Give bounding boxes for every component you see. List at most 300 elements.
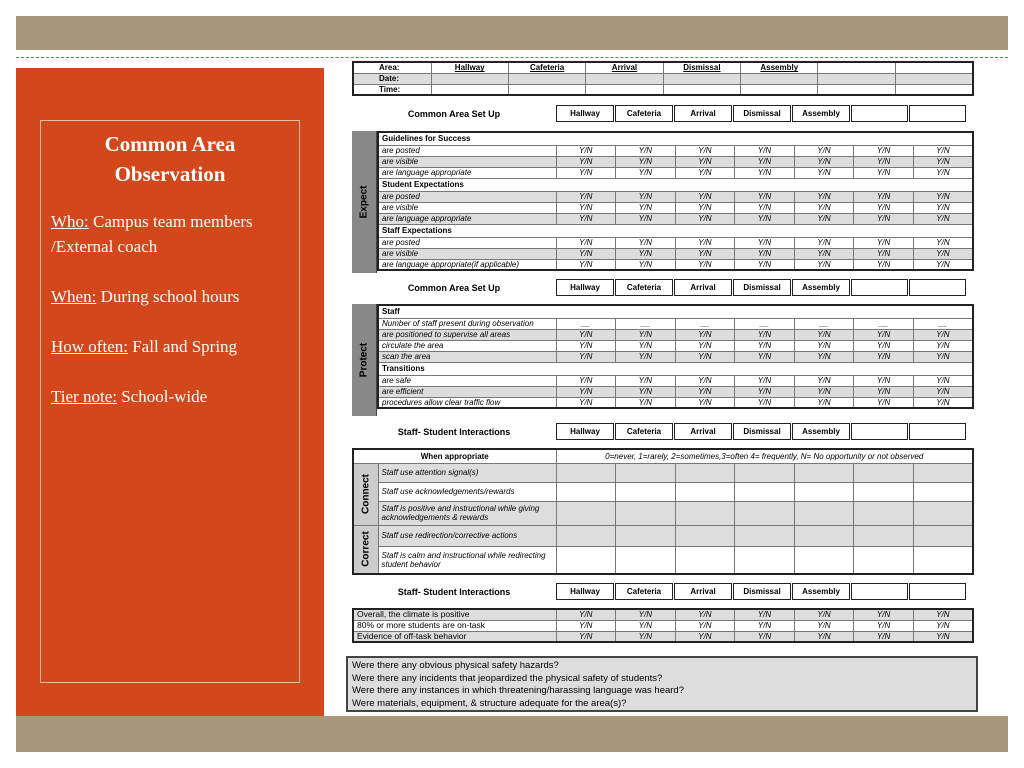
interaction-row — [353, 463, 973, 482]
section-heading: Student Expectations — [378, 178, 973, 191]
climate-row — [353, 620, 973, 631]
yn-cell: Y/N — [556, 397, 616, 408]
header-col: Dismissal — [733, 279, 791, 296]
header-col: Cafeteria — [615, 423, 673, 440]
section-heading: Transitions — [378, 362, 973, 375]
yn-cell: __ — [556, 318, 616, 329]
yn-cell: Y/N — [794, 213, 854, 224]
yn-cell: Y/N — [854, 620, 914, 631]
header-col — [851, 279, 908, 296]
top-cell — [818, 62, 895, 73]
top-cell: Assembly — [741, 62, 818, 73]
expect-table — [377, 131, 974, 271]
header-title: Common Area Set Up — [407, 282, 501, 293]
yn-cell: Y/N — [854, 156, 914, 167]
yn-cell: Y/N — [556, 191, 616, 202]
safety-questions — [346, 656, 978, 712]
yn-cell: Y/N — [735, 620, 795, 631]
interactions-header-2 — [352, 583, 967, 600]
rating-cell — [556, 482, 616, 501]
yn-cell: Y/N — [913, 191, 973, 202]
rating-cell — [735, 463, 795, 482]
section-heading-row — [378, 224, 973, 237]
yn-cell: Y/N — [794, 631, 854, 642]
tier-label: Tier note: — [51, 387, 117, 406]
yn-cell: Y/N — [556, 386, 616, 397]
section-heading-row — [378, 362, 973, 375]
yn-cell: Y/N — [913, 145, 973, 156]
item-label: procedures allow clear traffic flow — [378, 397, 556, 408]
yn-cell: Y/N — [913, 386, 973, 397]
top-row — [353, 84, 973, 95]
yn-cell: Y/N — [675, 340, 735, 351]
yn-cell: Y/N — [794, 191, 854, 202]
yn-cell: Y/N — [616, 386, 676, 397]
top-row-label: Date: — [353, 73, 431, 84]
rating-cell — [675, 463, 735, 482]
yn-cell: Y/N — [854, 167, 914, 178]
yn-cell: __ — [913, 318, 973, 329]
expect-label: Expect — [358, 185, 370, 219]
header-col: Assembly — [792, 105, 850, 122]
header-col — [851, 583, 908, 600]
interaction-row — [353, 546, 973, 574]
yn-cell: Y/N — [556, 340, 616, 351]
top-cell — [663, 84, 740, 95]
yn-cell: Y/N — [735, 202, 795, 213]
yn-cell: Y/N — [854, 329, 914, 340]
yn-cell: Y/N — [616, 259, 676, 270]
header-col — [851, 423, 908, 440]
header-col: Hallway — [556, 279, 614, 296]
yn-cell: Y/N — [675, 237, 735, 248]
item-row — [378, 340, 973, 351]
yn-cell: Y/N — [854, 202, 914, 213]
yn-cell: Y/N — [616, 202, 676, 213]
yn-cell: Y/N — [913, 259, 973, 270]
top-cell — [586, 73, 663, 84]
top-row — [353, 73, 973, 84]
yn-cell: Y/N — [556, 248, 616, 259]
yn-cell: Y/N — [854, 397, 914, 408]
section-heading-row — [378, 305, 973, 318]
item-label: scan the area — [378, 351, 556, 362]
interaction-label: Staff is positive and instructional while giving acknowledgements & rewards — [378, 501, 556, 525]
yn-cell: Y/N — [854, 259, 914, 270]
yn-cell: __ — [854, 318, 914, 329]
yn-cell: Y/N — [794, 375, 854, 386]
rating-cell — [913, 482, 973, 501]
yn-cell: Y/N — [735, 386, 795, 397]
climate-row — [353, 609, 973, 620]
yn-cell: Y/N — [913, 397, 973, 408]
yn-cell: Y/N — [913, 620, 973, 631]
item-row — [378, 237, 973, 248]
header-col: Dismissal — [733, 105, 791, 122]
header-col — [851, 105, 908, 122]
top-band — [16, 16, 1008, 50]
rating-scale: 0=never, 1=rarely, 2=sometimes,3=often 4= frequently, N= No opportunity or not observed — [556, 449, 973, 463]
when-appropriate: When appropriate — [353, 449, 556, 463]
yn-cell: Y/N — [794, 167, 854, 178]
interaction-row — [353, 525, 973, 546]
protect-band — [352, 304, 377, 416]
top-cell — [895, 84, 972, 95]
yn-cell: __ — [735, 318, 795, 329]
yn-cell: Y/N — [854, 248, 914, 259]
safety-question: Were there any instances in which threatening/harassing language was heard? — [352, 685, 685, 696]
rating-cell — [556, 546, 616, 574]
top-cell — [818, 84, 895, 95]
yn-cell: Y/N — [794, 202, 854, 213]
interactions-table — [352, 448, 974, 575]
top-cell — [431, 73, 508, 84]
rating-cell — [794, 501, 854, 525]
yn-cell: Y/N — [616, 329, 676, 340]
interaction-row — [353, 482, 973, 501]
interaction-row — [353, 501, 973, 525]
often-line — [51, 334, 289, 359]
yn-cell: __ — [675, 318, 735, 329]
yn-cell: Y/N — [735, 397, 795, 408]
who-line — [51, 209, 289, 259]
yn-cell: Y/N — [854, 213, 914, 224]
climate-label: 80% or more students are on-task — [353, 620, 556, 631]
yn-cell: Y/N — [913, 248, 973, 259]
header-col: Cafeteria — [615, 279, 673, 296]
yn-cell: Y/N — [854, 237, 914, 248]
header-col: Dismissal — [733, 583, 791, 600]
climate-label: Evidence of off-task behavior — [353, 631, 556, 642]
item-label: are language appropriate(if applicable) — [378, 259, 556, 270]
when-value: During school hours — [96, 287, 240, 306]
yn-cell: Y/N — [675, 386, 735, 397]
protect-table — [377, 304, 974, 409]
item-label: are posted — [378, 191, 556, 202]
yn-cell: Y/N — [735, 248, 795, 259]
yn-cell: Y/N — [616, 237, 676, 248]
yn-cell: Y/N — [616, 145, 676, 156]
rating-cell — [854, 546, 914, 574]
header-col: Assembly — [792, 279, 850, 296]
item-label: are language appropriate — [378, 213, 556, 224]
rating-cell — [913, 525, 973, 546]
top-cell — [586, 84, 663, 95]
safety-question: Were there any obvious physical safety hazards? — [352, 660, 559, 671]
who-label: Who: — [51, 212, 89, 231]
interaction-label: Staff use acknowledgements/rewards — [378, 482, 556, 501]
yn-cell: Y/N — [556, 609, 616, 620]
rating-cell — [854, 501, 914, 525]
rating-cell — [675, 501, 735, 525]
section-heading-row — [378, 132, 973, 145]
item-label: are efficient — [378, 386, 556, 397]
rating-cell — [675, 482, 735, 501]
item-label: are posted — [378, 145, 556, 156]
rating-cell — [616, 463, 676, 482]
safety-question: Were materials, equipment, & structure adequate for the area(s)? — [352, 697, 627, 709]
yn-cell: Y/N — [675, 351, 735, 362]
yn-cell: Y/N — [913, 609, 973, 620]
yn-cell: Y/N — [616, 191, 676, 202]
header-title: Common Area Set Up — [407, 108, 501, 119]
interactions-head-row — [353, 449, 973, 463]
yn-cell: Y/N — [735, 329, 795, 340]
item-label: are language appropriate — [378, 167, 556, 178]
protect-label: Protect — [358, 342, 370, 378]
sidebar-title — [51, 129, 289, 189]
item-row — [378, 156, 973, 167]
yn-cell: Y/N — [854, 609, 914, 620]
area-date-time-table — [352, 61, 974, 96]
rating-cell — [794, 482, 854, 501]
item-row — [378, 167, 973, 178]
bottom-band — [16, 716, 1008, 752]
yn-cell: Y/N — [616, 248, 676, 259]
item-row — [378, 386, 973, 397]
top-cell — [895, 73, 972, 84]
yn-cell: Y/N — [556, 167, 616, 178]
yn-cell: Y/N — [735, 609, 795, 620]
yn-cell: Y/N — [556, 145, 616, 156]
sidebar-title-line1: Common Area — [104, 132, 236, 156]
rating-cell — [854, 525, 914, 546]
yn-cell: Y/N — [794, 620, 854, 631]
climate-table — [352, 608, 974, 643]
top-row-label: Time: — [353, 84, 431, 95]
yn-cell: Y/N — [616, 167, 676, 178]
section-heading: Guidelines for Success — [378, 132, 973, 145]
yn-cell: Y/N — [854, 386, 914, 397]
header-col: Cafeteria — [615, 105, 673, 122]
item-row — [378, 259, 973, 270]
yn-cell: Y/N — [854, 351, 914, 362]
yn-cell: Y/N — [616, 340, 676, 351]
yn-cell: Y/N — [735, 167, 795, 178]
rating-cell — [616, 546, 676, 574]
rating-cell — [794, 463, 854, 482]
setup-header-1 — [352, 105, 967, 122]
yn-cell: Y/N — [675, 213, 735, 224]
yn-cell: Y/N — [556, 237, 616, 248]
often-value: Fall and Spring — [127, 337, 238, 356]
item-row — [378, 318, 973, 329]
tier-line — [51, 384, 289, 409]
safety-question: Were there any incidents that jeopardized the physical safety of students? — [352, 672, 663, 684]
yn-cell: Y/N — [556, 329, 616, 340]
top-cell — [663, 73, 740, 84]
yn-cell: Y/N — [735, 213, 795, 224]
header-col: Assembly — [792, 583, 850, 600]
yn-cell: Y/N — [794, 248, 854, 259]
header-col: Arrival — [674, 105, 732, 122]
climate-row — [353, 631, 973, 642]
correct-band — [353, 525, 378, 574]
item-label: Number of staff present during observation — [378, 318, 556, 329]
rating-cell — [913, 546, 973, 574]
top-cell: Dismissal — [663, 62, 740, 73]
yn-cell: Y/N — [616, 620, 676, 631]
yn-cell: Y/N — [794, 397, 854, 408]
header-title: Staff- Student Interactions — [397, 426, 511, 437]
item-row — [378, 397, 973, 408]
yn-cell: Y/N — [675, 156, 735, 167]
yn-cell: Y/N — [735, 375, 795, 386]
rating-cell — [556, 525, 616, 546]
yn-cell: Y/N — [913, 631, 973, 642]
header-col — [909, 279, 966, 296]
top-cell — [431, 84, 508, 95]
yn-cell: Y/N — [913, 329, 973, 340]
section-heading: Staff — [378, 305, 973, 318]
often-label: How often: — [51, 337, 128, 356]
yn-cell: __ — [794, 318, 854, 329]
top-cell — [741, 73, 818, 84]
top-row-label: Area: — [353, 62, 431, 73]
item-label: are visible — [378, 156, 556, 167]
yn-cell: Y/N — [675, 375, 735, 386]
correct-band-label: Correct — [360, 531, 372, 568]
interactions-header-1 — [352, 423, 967, 440]
yn-cell: Y/N — [556, 620, 616, 631]
yn-cell: Y/N — [735, 191, 795, 202]
rating-cell — [735, 546, 795, 574]
item-row — [378, 375, 973, 386]
yn-cell: Y/N — [913, 340, 973, 351]
yn-cell: Y/N — [675, 609, 735, 620]
top-cell — [508, 84, 585, 95]
rating-cell — [735, 482, 795, 501]
sidebar-panel — [16, 68, 324, 716]
yn-cell: Y/N — [913, 351, 973, 362]
rating-cell — [616, 482, 676, 501]
yn-cell: Y/N — [556, 202, 616, 213]
when-line — [51, 284, 289, 309]
rating-cell — [854, 482, 914, 501]
yn-cell: Y/N — [675, 620, 735, 631]
top-cell: Hallway — [431, 62, 508, 73]
item-row — [378, 351, 973, 362]
item-row — [378, 191, 973, 202]
header-col: Arrival — [674, 423, 732, 440]
header-col: Dismissal — [733, 423, 791, 440]
yn-cell: Y/N — [794, 340, 854, 351]
yn-cell: Y/N — [913, 167, 973, 178]
connect-band-label: Connect — [360, 474, 372, 514]
who-value: Campus team members /External coach — [51, 212, 253, 256]
yn-cell: Y/N — [675, 191, 735, 202]
top-cell — [741, 84, 818, 95]
rating-cell — [616, 501, 676, 525]
yn-cell: Y/N — [794, 609, 854, 620]
yn-cell: Y/N — [675, 167, 735, 178]
yn-cell: Y/N — [854, 631, 914, 642]
tier-value: School-wide — [116, 387, 208, 406]
top-cell: Arrival — [586, 62, 663, 73]
top-row — [353, 62, 973, 73]
rating-cell — [913, 463, 973, 482]
yn-cell: Y/N — [556, 351, 616, 362]
yn-cell: Y/N — [556, 156, 616, 167]
item-label: are positioned to supervise all areas — [378, 329, 556, 340]
item-row — [378, 213, 973, 224]
header-col: Assembly — [792, 423, 850, 440]
yn-cell: Y/N — [794, 329, 854, 340]
yn-cell: Y/N — [735, 340, 795, 351]
yn-cell: Y/N — [556, 213, 616, 224]
interaction-label: Staff use attention signal(s) — [378, 463, 556, 482]
rating-cell — [854, 463, 914, 482]
section-heading: Staff Expectations — [378, 224, 973, 237]
yn-cell: Y/N — [913, 202, 973, 213]
header-col — [909, 583, 966, 600]
top-cell — [508, 73, 585, 84]
rating-cell — [675, 546, 735, 574]
yn-cell: Y/N — [854, 145, 914, 156]
yn-cell: Y/N — [854, 375, 914, 386]
top-cell — [818, 73, 895, 84]
rating-cell — [735, 501, 795, 525]
interaction-label: Staff use redirection/corrective actions — [378, 525, 556, 546]
sidebar-title-line2: Observation — [114, 162, 226, 186]
yn-cell: Y/N — [675, 248, 735, 259]
yn-cell: Y/N — [616, 156, 676, 167]
yn-cell: Y/N — [675, 329, 735, 340]
yn-cell: Y/N — [735, 631, 795, 642]
yn-cell: Y/N — [913, 213, 973, 224]
yn-cell: Y/N — [616, 631, 676, 642]
yn-cell: Y/N — [735, 259, 795, 270]
section-heading-row — [378, 178, 973, 191]
yn-cell: Y/N — [616, 375, 676, 386]
header-col — [909, 105, 966, 122]
header-col: Hallway — [556, 105, 614, 122]
yn-cell: Y/N — [913, 237, 973, 248]
yn-cell: __ — [616, 318, 676, 329]
yn-cell: Y/N — [616, 397, 676, 408]
header-col — [909, 423, 966, 440]
rating-cell — [794, 546, 854, 574]
yn-cell: Y/N — [794, 386, 854, 397]
rating-cell — [735, 525, 795, 546]
rating-cell — [616, 525, 676, 546]
header-col: Cafeteria — [615, 583, 673, 600]
yn-cell: Y/N — [854, 191, 914, 202]
item-label: are posted — [378, 237, 556, 248]
header-title: Staff- Student Interactions — [397, 586, 511, 597]
yn-cell: Y/N — [556, 631, 616, 642]
yn-cell: Y/N — [675, 259, 735, 270]
yn-cell: Y/N — [854, 340, 914, 351]
top-cell — [895, 62, 972, 73]
rating-cell — [794, 525, 854, 546]
when-label: When: — [51, 287, 97, 306]
item-label: circulate the area — [378, 340, 556, 351]
sidebar-frame — [40, 120, 300, 683]
expect-band — [352, 131, 377, 273]
yn-cell: Y/N — [735, 237, 795, 248]
rating-cell — [675, 525, 735, 546]
item-label: are visible — [378, 248, 556, 259]
yn-cell: Y/N — [735, 351, 795, 362]
item-label: are visible — [378, 202, 556, 213]
yn-cell: Y/N — [794, 237, 854, 248]
rating-cell — [913, 501, 973, 525]
climate-label: Overall, the climate is positive — [353, 609, 556, 620]
dashed-divider — [16, 57, 1008, 58]
connect-band — [353, 463, 378, 525]
header-col: Hallway — [556, 583, 614, 600]
